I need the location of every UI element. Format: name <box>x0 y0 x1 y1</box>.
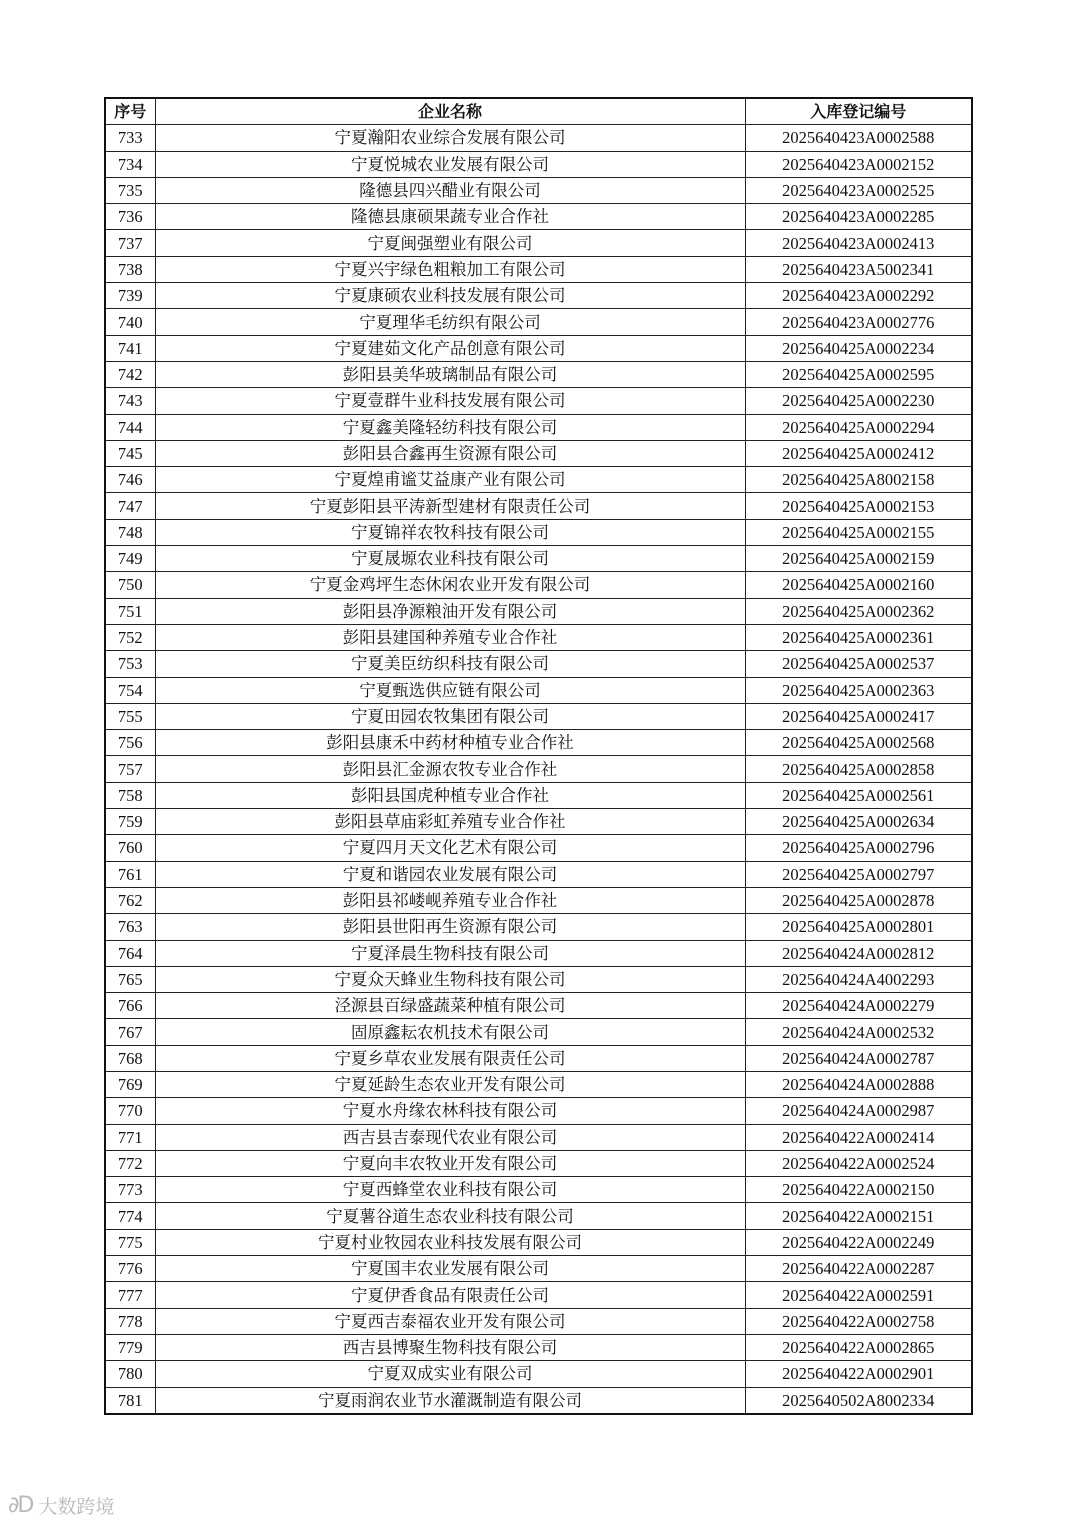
cell-registration-code: 2025640424A0002987 <box>745 1098 972 1124</box>
table-row <box>105 993 972 1019</box>
cell-serial-number: 759 <box>105 809 155 835</box>
cell-serial-number: 774 <box>105 1203 155 1229</box>
cell-company-name: 彭阳县建国种养殖专业合作社 <box>155 624 745 650</box>
cell-registration-code: 2025640423A5002341 <box>745 256 972 282</box>
cell-serial-number: 778 <box>105 1308 155 1334</box>
cell-company-name: 宁夏美臣纺织科技有限公司 <box>155 651 745 677</box>
cell-serial-number: 735 <box>105 177 155 203</box>
table-row <box>105 940 972 966</box>
cell-company-name: 彭阳县国虎种植专业合作社 <box>155 782 745 808</box>
table-row <box>105 756 972 782</box>
table-row <box>105 256 972 282</box>
cell-company-name: 宁夏泽晨生物科技有限公司 <box>155 940 745 966</box>
table-row <box>105 861 972 887</box>
cell-serial-number: 742 <box>105 361 155 387</box>
cell-company-name: 宁夏田园农牧集团有限公司 <box>155 703 745 729</box>
cell-company-name: 彭阳县合鑫再生资源有限公司 <box>155 440 745 466</box>
cell-serial-number: 766 <box>105 993 155 1019</box>
cell-company-name: 彭阳县世阳再生资源有限公司 <box>155 914 745 940</box>
cell-company-name: 宁夏众天蜂业生物科技有限公司 <box>155 966 745 992</box>
cell-serial-number: 769 <box>105 1071 155 1097</box>
table-row <box>105 1387 972 1414</box>
cell-serial-number: 733 <box>105 125 155 151</box>
table-row <box>105 1098 972 1124</box>
table-row <box>105 1361 972 1387</box>
table-row <box>105 283 972 309</box>
cell-serial-number: 739 <box>105 283 155 309</box>
table-row <box>105 388 972 414</box>
cell-registration-code: 2025640425A0002801 <box>745 914 972 940</box>
cell-registration-code: 2025640425A0002417 <box>745 703 972 729</box>
table-row <box>105 1229 972 1255</box>
cell-company-name: 宁夏煌甫谧艾益康产业有限公司 <box>155 467 745 493</box>
table-row <box>105 1256 972 1282</box>
cell-serial-number: 740 <box>105 309 155 335</box>
cell-serial-number: 737 <box>105 230 155 256</box>
table-header-row <box>105 98 972 125</box>
cell-serial-number: 771 <box>105 1124 155 1150</box>
header-registration-code: 入库登记编号 <box>745 98 972 125</box>
cell-serial-number: 750 <box>105 572 155 598</box>
cell-company-name: 彭阳县康禾中药材种植专业合作社 <box>155 730 745 756</box>
cell-company-name: 宁夏薯谷道生态农业科技有限公司 <box>155 1203 745 1229</box>
table-row <box>105 1177 972 1203</box>
cell-serial-number: 754 <box>105 677 155 703</box>
table-row <box>105 151 972 177</box>
table-row <box>105 677 972 703</box>
table-row <box>105 1071 972 1097</box>
cell-registration-code: 2025640425A0002155 <box>745 519 972 545</box>
table-row <box>105 361 972 387</box>
cell-registration-code: 2025640425A0002361 <box>745 624 972 650</box>
table-row <box>105 730 972 756</box>
cell-company-name: 隆德县康硕果蔬专业合作社 <box>155 204 745 230</box>
cell-registration-code: 2025640425A0002878 <box>745 887 972 913</box>
table-row <box>105 809 972 835</box>
cell-company-name: 彭阳县草庙彩虹养殖专业合作社 <box>155 809 745 835</box>
cell-registration-code: 2025640423A0002152 <box>745 151 972 177</box>
cell-registration-code: 2025640422A0002865 <box>745 1334 972 1360</box>
cell-serial-number: 773 <box>105 1177 155 1203</box>
cell-registration-code: 2025640425A0002634 <box>745 809 972 835</box>
cell-company-name: 西吉县吉泰现代农业有限公司 <box>155 1124 745 1150</box>
cell-serial-number: 752 <box>105 624 155 650</box>
table-row <box>105 835 972 861</box>
table-row <box>105 572 972 598</box>
cell-registration-code: 2025640425A0002363 <box>745 677 972 703</box>
table-row <box>105 125 972 151</box>
table-row <box>105 230 972 256</box>
cell-registration-code: 2025640425A0002234 <box>745 335 972 361</box>
cell-serial-number: 743 <box>105 388 155 414</box>
table-row <box>105 651 972 677</box>
cell-serial-number: 734 <box>105 151 155 177</box>
table-row <box>105 1334 972 1360</box>
cell-company-name: 宁夏村业牧园农业科技发展有限公司 <box>155 1229 745 1255</box>
table-row <box>105 204 972 230</box>
cell-registration-code: 2025640425A0002159 <box>745 546 972 572</box>
cell-company-name: 宁夏壹群牛业科技发展有限公司 <box>155 388 745 414</box>
cell-company-name: 宁夏雨润农业节水灌溉制造有限公司 <box>155 1387 745 1414</box>
cell-serial-number: 746 <box>105 467 155 493</box>
cell-registration-code: 2025640423A0002525 <box>745 177 972 203</box>
cell-company-name: 宁夏理华毛纺织有限公司 <box>155 309 745 335</box>
cell-registration-code: 2025640422A0002249 <box>745 1229 972 1255</box>
table-row <box>105 309 972 335</box>
enterprise-registry-table <box>104 97 973 1415</box>
cell-serial-number: 736 <box>105 204 155 230</box>
cell-serial-number: 745 <box>105 440 155 466</box>
cell-registration-code: 2025640424A0002812 <box>745 940 972 966</box>
table-row <box>105 887 972 913</box>
cell-registration-code: 2025640425A8002158 <box>745 467 972 493</box>
cell-company-name: 宁夏瀚阳农业综合发展有限公司 <box>155 125 745 151</box>
cell-serial-number: 762 <box>105 887 155 913</box>
cell-company-name: 宁夏向丰农牧业开发有限公司 <box>155 1150 745 1176</box>
cell-company-name: 宁夏锦祥农牧科技有限公司 <box>155 519 745 545</box>
cell-registration-code: 2025640423A0002588 <box>745 125 972 151</box>
cell-registration-code: 2025640424A0002787 <box>745 1045 972 1071</box>
cell-registration-code: 2025640422A0002287 <box>745 1256 972 1282</box>
table-row <box>105 1045 972 1071</box>
table-row <box>105 1308 972 1334</box>
cell-company-name: 隆德县四兴醋业有限公司 <box>155 177 745 203</box>
cell-serial-number: 772 <box>105 1150 155 1176</box>
cell-serial-number: 776 <box>105 1256 155 1282</box>
cell-registration-code: 2025640424A0002532 <box>745 1019 972 1045</box>
cell-registration-code: 2025640425A0002796 <box>745 835 972 861</box>
cell-serial-number: 760 <box>105 835 155 861</box>
cell-serial-number: 757 <box>105 756 155 782</box>
cell-registration-code: 2025640425A0002595 <box>745 361 972 387</box>
cell-company-name: 宁夏甄选供应链有限公司 <box>155 677 745 703</box>
cell-company-name: 宁夏彭阳县平涛新型建材有限责任公司 <box>155 493 745 519</box>
cell-company-name: 宁夏西蜂堂农业科技有限公司 <box>155 1177 745 1203</box>
cell-registration-code: 2025640425A0002537 <box>745 651 972 677</box>
cell-company-name: 宁夏金鸡坪生态休闲农业开发有限公司 <box>155 572 745 598</box>
cell-serial-number: 765 <box>105 966 155 992</box>
cell-registration-code: 2025640423A0002285 <box>745 204 972 230</box>
cell-registration-code: 2025640422A0002591 <box>745 1282 972 1308</box>
header-company-name: 企业名称 <box>155 98 745 125</box>
cell-serial-number: 749 <box>105 546 155 572</box>
cell-serial-number: 738 <box>105 256 155 282</box>
table-row <box>105 546 972 572</box>
table-row <box>105 414 972 440</box>
table-row <box>105 1282 972 1308</box>
cell-registration-code: 2025640423A0002292 <box>745 283 972 309</box>
cell-registration-code: 2025640422A0002150 <box>745 1177 972 1203</box>
watermark-text: 大数跨境 <box>38 1495 115 1518</box>
cell-company-name: 宁夏双成实业有限公司 <box>155 1361 745 1387</box>
cell-company-name: 宁夏四月天文化艺术有限公司 <box>155 835 745 861</box>
cell-registration-code: 2025640424A0002279 <box>745 993 972 1019</box>
cell-company-name: 彭阳县美华玻璃制品有限公司 <box>155 361 745 387</box>
cell-company-name: 宁夏晟塬农业科技有限公司 <box>155 546 745 572</box>
cell-serial-number: 777 <box>105 1282 155 1308</box>
cell-company-name: 宁夏西吉泰福农业开发有限公司 <box>155 1308 745 1334</box>
cell-serial-number: 761 <box>105 861 155 887</box>
header-serial-number: 序号 <box>105 98 155 125</box>
table-row <box>105 703 972 729</box>
cell-registration-code: 2025640422A0002414 <box>745 1124 972 1150</box>
cell-serial-number: 741 <box>105 335 155 361</box>
cell-serial-number: 775 <box>105 1229 155 1255</box>
cell-company-name: 泾源县百绿盛蔬菜种植有限公司 <box>155 993 745 1019</box>
cell-serial-number: 755 <box>105 703 155 729</box>
cell-registration-code: 2025640425A0002294 <box>745 414 972 440</box>
cell-serial-number: 756 <box>105 730 155 756</box>
cell-registration-code: 2025640423A0002413 <box>745 230 972 256</box>
cell-serial-number: 767 <box>105 1019 155 1045</box>
cell-registration-code: 2025640422A0002524 <box>745 1150 972 1176</box>
cell-company-name: 宁夏鑫美隆轻纺科技有限公司 <box>155 414 745 440</box>
cell-registration-code: 2025640423A0002776 <box>745 309 972 335</box>
table-row <box>105 335 972 361</box>
cell-company-name: 彭阳县汇金源农牧专业合作社 <box>155 756 745 782</box>
cell-company-name: 宁夏乡草农业发展有限责任公司 <box>155 1045 745 1071</box>
cell-registration-code: 2025640425A0002153 <box>745 493 972 519</box>
cell-registration-code: 2025640425A0002568 <box>745 730 972 756</box>
table-row <box>105 966 972 992</box>
cell-registration-code: 2025640422A0002901 <box>745 1361 972 1387</box>
cell-serial-number: 768 <box>105 1045 155 1071</box>
table-row <box>105 1124 972 1150</box>
table-row <box>105 782 972 808</box>
cell-registration-code: 2025640425A0002797 <box>745 861 972 887</box>
cell-registration-code: 2025640424A4002293 <box>745 966 972 992</box>
table-body <box>105 125 972 1414</box>
cell-registration-code: 2025640425A0002412 <box>745 440 972 466</box>
cell-company-name: 宁夏闽强塑业有限公司 <box>155 230 745 256</box>
cell-serial-number: 758 <box>105 782 155 808</box>
cell-company-name: 彭阳县祁嵝岘养殖专业合作社 <box>155 887 745 913</box>
cell-registration-code: 2025640425A0002561 <box>745 782 972 808</box>
table-row <box>105 624 972 650</box>
cell-serial-number: 763 <box>105 914 155 940</box>
cell-serial-number: 744 <box>105 414 155 440</box>
cell-serial-number: 780 <box>105 1361 155 1387</box>
cell-company-name: 宁夏伊香食品有限责任公司 <box>155 1282 745 1308</box>
table-row <box>105 467 972 493</box>
table-row <box>105 440 972 466</box>
table-row <box>105 598 972 624</box>
table-row <box>105 519 972 545</box>
cell-serial-number: 781 <box>105 1387 155 1414</box>
cell-serial-number: 764 <box>105 940 155 966</box>
cell-company-name: 宁夏延龄生态农业开发有限公司 <box>155 1071 745 1097</box>
watermark <box>8 1490 114 1520</box>
cell-company-name: 固原鑫耘农机技术有限公司 <box>155 1019 745 1045</box>
cell-serial-number: 747 <box>105 493 155 519</box>
cell-company-name: 宁夏水舟缘农林科技有限公司 <box>155 1098 745 1124</box>
cell-company-name: 宁夏康硕农业科技发展有限公司 <box>155 283 745 309</box>
cell-company-name: 彭阳县净源粮油开发有限公司 <box>155 598 745 624</box>
table-row <box>105 1150 972 1176</box>
cell-registration-code: 2025640425A0002858 <box>745 756 972 782</box>
cell-registration-code: 2025640422A0002151 <box>745 1203 972 1229</box>
cell-serial-number: 770 <box>105 1098 155 1124</box>
cell-company-name: 宁夏兴宇绿色粗粮加工有限公司 <box>155 256 745 282</box>
watermark-logo-icon: ∂D <box>8 1492 33 1518</box>
cell-serial-number: 779 <box>105 1334 155 1360</box>
cell-company-name: 宁夏和谐园农业发展有限公司 <box>155 861 745 887</box>
table-row <box>105 493 972 519</box>
cell-registration-code: 2025640502A8002334 <box>745 1387 972 1414</box>
cell-registration-code: 2025640424A0002888 <box>745 1071 972 1097</box>
cell-serial-number: 753 <box>105 651 155 677</box>
cell-company-name: 宁夏悦城农业发展有限公司 <box>155 151 745 177</box>
cell-serial-number: 748 <box>105 519 155 545</box>
table-row <box>105 1203 972 1229</box>
cell-company-name: 宁夏国丰农业发展有限公司 <box>155 1256 745 1282</box>
table-row <box>105 177 972 203</box>
cell-registration-code: 2025640425A0002230 <box>745 388 972 414</box>
cell-serial-number: 751 <box>105 598 155 624</box>
cell-company-name: 西吉县博聚生物科技有限公司 <box>155 1334 745 1360</box>
cell-registration-code: 2025640425A0002160 <box>745 572 972 598</box>
cell-company-name: 宁夏建茹文化产品创意有限公司 <box>155 335 745 361</box>
table-row <box>105 1019 972 1045</box>
cell-registration-code: 2025640425A0002362 <box>745 598 972 624</box>
table-row <box>105 914 972 940</box>
cell-registration-code: 2025640422A0002758 <box>745 1308 972 1334</box>
